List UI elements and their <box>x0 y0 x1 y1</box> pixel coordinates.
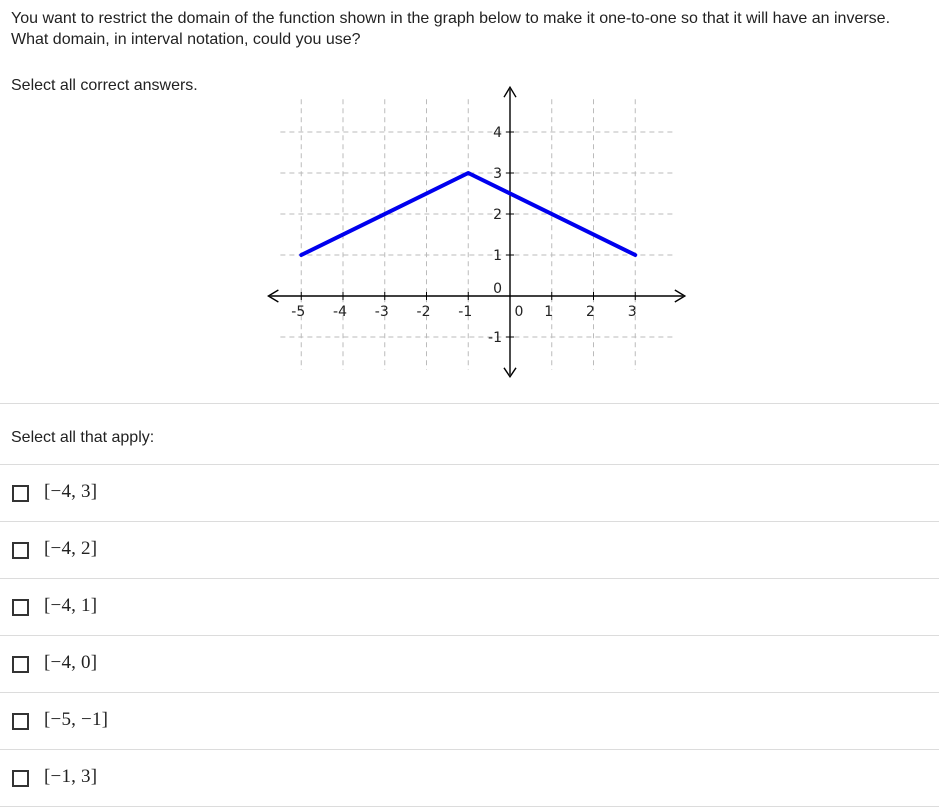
y-tick-label: 1 <box>493 248 502 264</box>
function-graph <box>0 0 939 400</box>
y-tick-label: 4 <box>493 125 502 141</box>
y-tick-label: 3 <box>493 166 502 182</box>
checkbox[interactable] <box>12 542 29 559</box>
divider <box>0 403 939 404</box>
x-tick-label: -2 <box>416 304 431 320</box>
select-all-label: Select all that apply: <box>11 429 155 446</box>
answer-option-label: [−4, 3] <box>44 481 98 502</box>
y-tick-label: 2 <box>493 207 502 223</box>
checkbox[interactable] <box>12 656 29 673</box>
answer-option-label: [−5, −1] <box>44 709 109 730</box>
y-tick-label: 0 <box>493 281 502 297</box>
answer-option-label: [−1, 3] <box>44 766 98 787</box>
checkbox[interactable] <box>12 713 29 730</box>
x-tick-label: -1 <box>458 304 473 320</box>
x-tick-label: -5 <box>291 304 306 320</box>
y-tick-label: -1 <box>488 330 502 346</box>
x-tick-label: 2 <box>586 304 595 320</box>
x-tick-label: 3 <box>627 304 637 320</box>
instruction-text: Select all correct answers. <box>11 77 198 94</box>
checkbox[interactable] <box>12 485 29 502</box>
answer-option-label: [−4, 0] <box>44 652 98 673</box>
question-text: You want to restrict the domain of the function shown in the graph below to make it one-to-one so that it will have an inverse. What domain, in interval notation, could you use? <box>11 10 891 48</box>
answer-option-label: [−4, 1] <box>44 595 98 616</box>
answer-option[interactable] <box>0 693 939 749</box>
checkbox[interactable] <box>12 770 29 787</box>
x-tick-label: 0 <box>514 304 524 320</box>
x-tick-label: -4 <box>333 304 347 320</box>
checkbox[interactable] <box>12 599 29 616</box>
divider <box>0 806 939 807</box>
answer-option[interactable] <box>0 750 939 806</box>
answer-option[interactable] <box>0 636 939 692</box>
function-line <box>301 173 635 255</box>
x-tick-label: -3 <box>374 304 389 320</box>
answer-option[interactable] <box>0 579 939 635</box>
answer-option-label: [−4, 2] <box>44 538 98 559</box>
answer-option[interactable] <box>0 522 939 578</box>
x-tick-label: 1 <box>544 304 554 320</box>
answer-option[interactable] <box>0 465 939 521</box>
